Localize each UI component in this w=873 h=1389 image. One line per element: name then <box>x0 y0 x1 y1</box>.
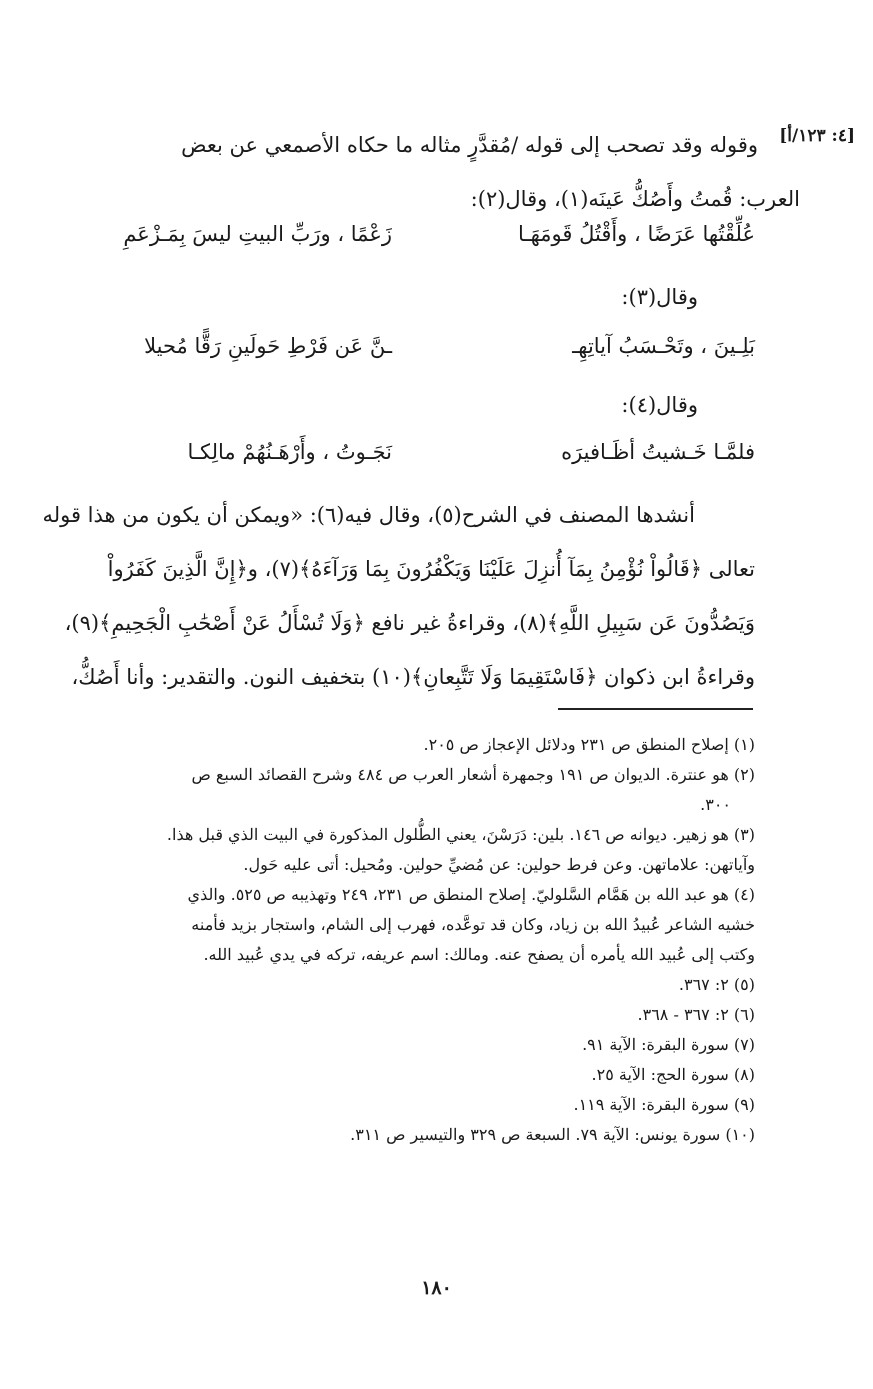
footnotes <box>70 730 755 1150</box>
margin-reference: [٤: ١٢٣/أ] <box>779 126 855 146</box>
footnote-4-continued-1: خشيه الشاعر عُبيدُ الله بن زياد، وكان قد توعَّده، فهرب إلى الشام، واستجار بزيد فأمنه <box>191 915 755 934</box>
verse-3-first-hemistich: فلمَّـا خَـشيتُ أظَـافيرَه <box>561 440 755 464</box>
body-line-1: وقوله وقد تصحب إلى قوله /مُقدَّرٍ مثاله ما حكاه الأصمعي عن بعض <box>181 133 758 157</box>
commentary-paragraph <box>42 488 755 704</box>
verse-1-first-hemistich: عُلِّقْتُها عَرَضًا ، وأَقْتُلُ قَومَهَـا <box>518 222 755 246</box>
qaal-3: وقال(٣): <box>621 285 698 309</box>
footnote-7: (٧) سورة البقرة: الآية ٩١. <box>582 1035 755 1054</box>
verse-1 <box>92 222 755 268</box>
verse-2 <box>92 334 755 380</box>
para-line-2: تعالى ﴿قَالُواْ نُؤْمِنُ بِمَآ أُنزِلَ عَلَيْنَا وَيَكْفُرُونَ بِمَا وَرَآءَهُ﴾(٧)، و﴿إِنَّ الَّذِينَ كَفَرُواْ <box>107 557 755 581</box>
footnote-8: (٨) سورة الحج: الآية ٢٥. <box>591 1065 755 1084</box>
verse-2-first-hemistich: بَلِـينَ ، وتَحْـسَبُ آياتِهِـ <box>572 334 755 358</box>
footnote-5: (٥) ٢: ٣٦٧. <box>678 975 755 994</box>
footnote-separator <box>558 708 753 710</box>
footnote-9: (٩) سورة البقرة: الآية ١١٩. <box>573 1095 755 1114</box>
footnote-2: (٢) هو عنترة. الديوان ص ١٩١ وجمهرة أشعار العرب ص ٤٨٤ وشرح القصائد السبع ص <box>191 765 755 784</box>
para-line-4: وقراءةُ ابن ذكوان ﴿فَاسْتَقِيمَا وَلَا تَتَّبِعانِ﴾(١٠) بتخفيف النون. والتقدير: وأنا أَصُكُّ، <box>71 665 755 689</box>
footnote-3-continued: وآياتهن: علاماتهن. وعن فرط حولين: عن مُضيِّ حولين. ومُحيل: أتى عليه حَول. <box>243 855 755 874</box>
footnote-4-continued-2: وكتب إلى عُبيد الله يأمره أن يصفح عنه. ومالك: اسم عريفه، تركه في يدي عُبيد الله. <box>203 945 755 964</box>
body-opening <box>72 118 800 226</box>
footnote-6: (٦) ٢: ٣٦٧ - ٣٦٨. <box>637 1005 755 1024</box>
verse-2-second-hemistich: ـنَّ عَن فَرْطِ حَولَينِ رَقًّا مُحيلا <box>144 334 392 358</box>
verse-1-second-hemistich: زَعْمًا ، ورَبِّ البيتِ ليسَ بِمَـزْعَمِ <box>123 222 392 246</box>
body-line-2: العرب: قُمتُ وأَصُكُّ عَينَه(١)، وقال(٢): <box>470 187 800 211</box>
verse-3 <box>92 440 755 486</box>
footnote-3: (٣) هو زهير. ديوانه ص ١٤٦. بلين: دَرَسْنَ، يعني الطُّلول المذكورة في البيت الذي قبل هذا. <box>166 825 755 844</box>
footnote-4: (٤) هو عبد الله بن هَمَّام السَّلوليّ. إصلاح المنطق ص ٢٣١، ٢٤٩ وتهذيبه ص ٥٢٥. والذي <box>187 885 755 904</box>
footnote-1: (١) إصلاح المنطق ص ٢٣١ ودلائل الإعجاز ص ٢٠٥. <box>423 735 755 754</box>
page-number: ١٨٠ <box>421 1277 452 1299</box>
verse-3-second-hemistich: نَجَـوتُ ، وأَرْهَـنُهُمْ مالِكـا <box>187 440 392 464</box>
para-line-3: وَيَصُدُّونَ عَن سَبِيلِ اللَّهِ﴾(٨)، وقراءةُ غير نافع ﴿وَلَا تُسْأَلُ عَنْ أَصْحَٰبِ الْجَحِيمِ﴾(٩)، <box>64 611 755 635</box>
footnote-10: (١٠) سورة يونس: الآية ٧٩. السبعة ص ٣٢٩ والتيسير ص ٣١١. <box>350 1125 755 1144</box>
footnote-2-continued: ٣٠٠. <box>700 795 731 814</box>
para-line-1: أنشدها المصنف في الشرح(٥)، وقال فيه(٦): «ويمكن أن يكون من هذا قوله <box>42 503 695 527</box>
qaal-4: وقال(٤): <box>621 393 698 417</box>
